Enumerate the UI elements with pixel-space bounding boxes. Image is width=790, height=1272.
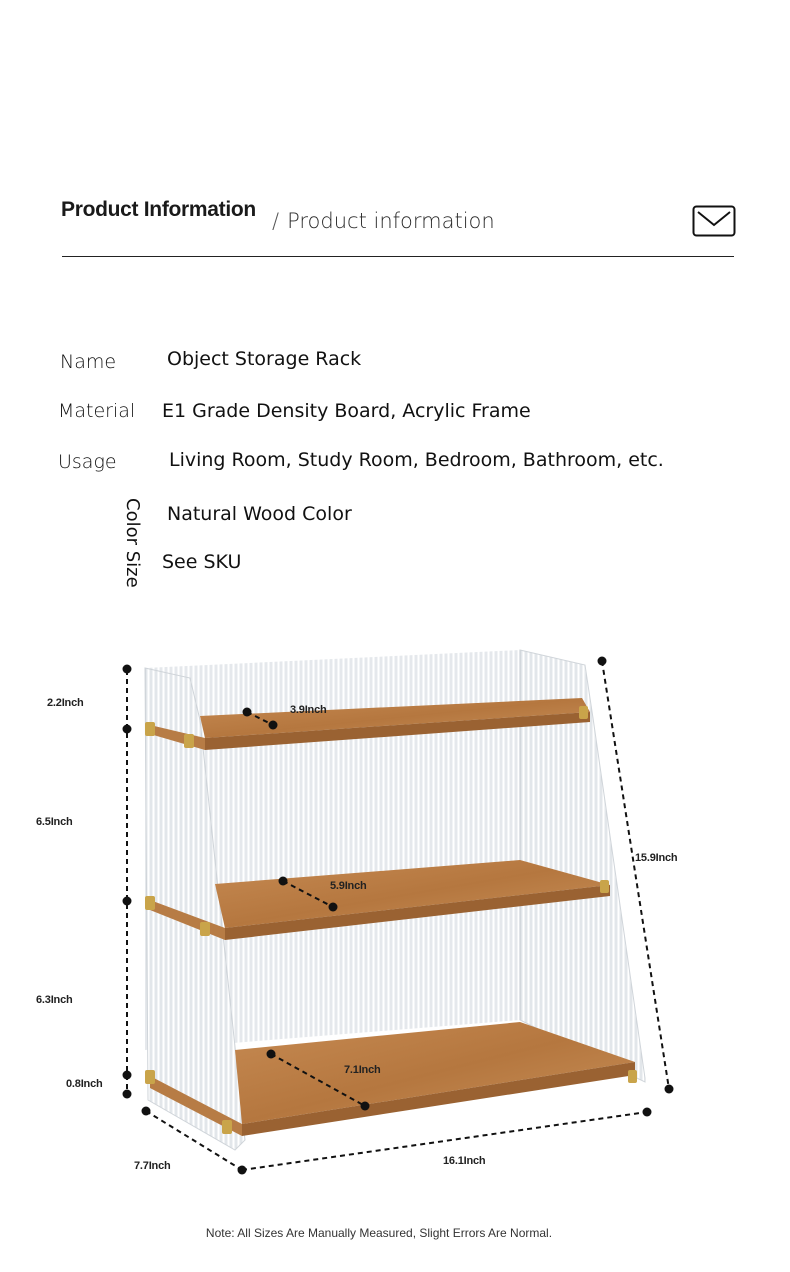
divider-slash: / [272,209,280,233]
name-label: Name [60,351,117,373]
dim-top-height: 2.2Inch [47,697,84,709]
material-value: E1 Grade Density Board, Acrylic Frame [162,400,531,422]
name-value: Object Storage Rack [167,348,362,370]
mail-icon[interactable] [692,205,736,237]
size-value: See SKU [162,551,242,573]
dim-shelf-mid-depth: 5.9Inch [330,880,367,892]
dim-width: 16.1Inch [443,1155,486,1167]
dim-shelf-top-depth: 3.9Inch [290,704,327,716]
dim-depth: 7.7Inch [134,1160,171,1172]
dim-base: 0.8Inch [66,1078,103,1090]
dim-lower-gap: 6.3Inch [36,994,73,1006]
rack-illustration [0,630,790,1190]
dim-total-height: 15.9Inch [635,852,678,864]
section-subtitle [272,209,495,233]
dim-upper-gap: 6.5Inch [36,816,73,828]
header-divider [62,256,734,257]
usage-value: Living Room, Study Room, Bedroom, Bathroom, etc. [169,449,664,471]
dim-shelf-bottom-depth: 7.1Inch [344,1064,381,1076]
material-label: Material [58,400,136,422]
section-title: Product Information [61,198,256,221]
measurement-note: Note: All Sizes Are Manually Measured, Slight Errors Are Normal. [205,1226,553,1240]
color-value: Natural Wood Color [167,503,352,525]
section-subtitle-text: Product information [287,209,495,233]
usage-label: Usage [58,451,117,473]
color-size-label: Color Size [122,498,143,588]
